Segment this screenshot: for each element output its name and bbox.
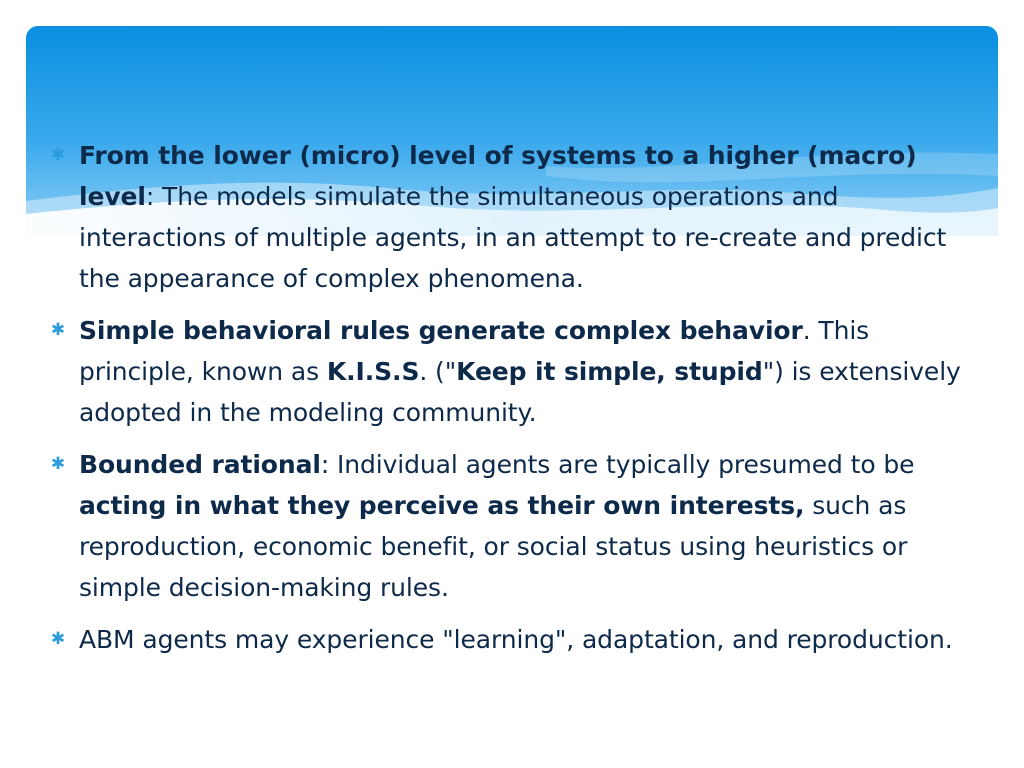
asterisk-icon: ✱ [50,320,66,340]
slide-content [48,135,988,671]
bullet-bold-phrase-2: acting in what they perceive as their own interests, [79,491,805,520]
bullet-item-abm-agents [48,619,988,660]
bullet-bold-phrase: Bounded rational [79,450,321,479]
asterisk-icon: ✱ [50,629,66,649]
bullet-text: such as reproduction, economic benefit, or social status using heuristics or simple decision-making rules. [79,491,908,602]
bullet-bold-phrase: Simple behavioral rules generate complex behavior [79,316,803,345]
bullet-bold-quote: Keep it simple, stupid [456,357,763,386]
bullet-text: ABM agents may experience "learning", adaptation, and reproduction. [79,625,953,654]
bullet-item-bounded-rational [48,444,988,608]
bullet-text: . This principle, known as [79,316,870,386]
bullet-bold-acronym: K.I.S.S [326,357,420,386]
bullet-text: ") is extensively adopted in the modeling community. [79,357,961,427]
bullet-item-simple-rules [48,310,988,433]
bullet-item-micro-macro [48,135,988,299]
bullet-text: : Individual agents are typically presumed to be [320,450,915,479]
bullet-text: . (" [419,357,457,386]
bullet-text: : The models simulate the simultaneous operations and interactions of multiple agents, in an attempt to re-create and predict the appearance of complex phenomena. [79,182,947,293]
asterisk-icon: ✱ [50,454,66,474]
bullet-bold-phrase: From the lower (micro) level of systems to a higher (macro) level [79,141,917,211]
asterisk-icon: ✱ [50,145,66,165]
bullet-list [48,135,988,660]
